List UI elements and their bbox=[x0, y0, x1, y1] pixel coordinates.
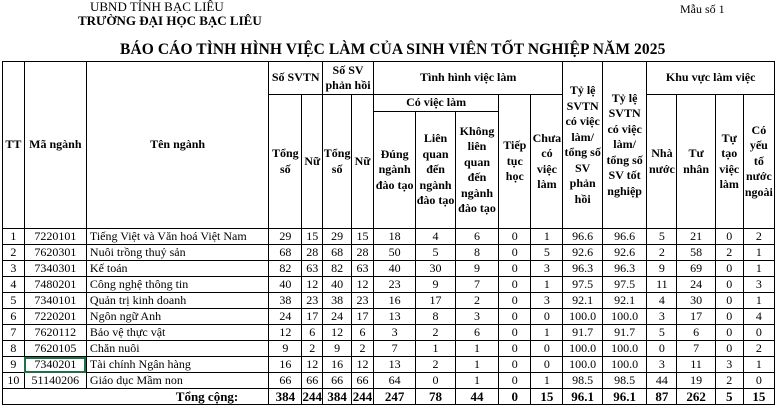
row-value-cell[interactable]: 2 bbox=[455, 293, 499, 309]
row-value-cell[interactable]: 97.5 bbox=[602, 277, 647, 293]
col-related: Liên quan đến ngành đào tạo bbox=[416, 112, 455, 229]
row-tt-cell[interactable]: 9 bbox=[3, 357, 25, 373]
row-value-cell[interactable]: 66 bbox=[302, 373, 323, 389]
row-value-cell[interactable]: 0 bbox=[499, 293, 531, 309]
row-value-cell[interactable]: 1 bbox=[455, 357, 499, 373]
employment-report-table bbox=[2, 61, 775, 405]
row-value-cell[interactable]: 0 bbox=[715, 293, 743, 309]
row-name-cell[interactable]: Ngôn ngữ Anh bbox=[86, 309, 268, 325]
row-value-cell[interactable]: 98.5 bbox=[602, 373, 647, 389]
row-tt-cell[interactable]: 5 bbox=[3, 293, 25, 309]
row-value-cell[interactable]: 5 bbox=[531, 245, 563, 261]
row-value-cell[interactable]: 7 bbox=[455, 277, 499, 293]
row-value-cell[interactable]: 6 bbox=[352, 325, 374, 341]
row-value-cell[interactable]: 40 bbox=[323, 277, 352, 293]
total-value-cell[interactable]: 244 bbox=[302, 389, 323, 404]
row-value-cell[interactable]: 23 bbox=[302, 293, 323, 309]
row-value-cell[interactable]: 4 bbox=[416, 229, 455, 245]
row-value-cell[interactable]: 21 bbox=[677, 229, 715, 245]
row-value-cell[interactable]: 0 bbox=[499, 261, 531, 277]
row-name-cell[interactable]: Công nghệ thông tin bbox=[86, 277, 268, 293]
col-foreign: Có yếu tố nước ngoài bbox=[743, 95, 774, 229]
row-value-cell[interactable]: 23 bbox=[352, 293, 374, 309]
row-value-cell[interactable]: 0 bbox=[499, 245, 531, 261]
col-further-study: Tiếp tục học bbox=[499, 95, 531, 229]
table-row bbox=[3, 325, 775, 341]
row-value-cell[interactable]: 0 bbox=[416, 373, 455, 389]
row-value-cell[interactable]: 1 bbox=[531, 373, 563, 389]
row-value-cell[interactable]: 15 bbox=[352, 229, 374, 245]
row-value-cell[interactable]: 68 bbox=[269, 245, 302, 261]
row-value-cell[interactable]: 9 bbox=[455, 261, 499, 277]
row-value-cell[interactable]: 0 bbox=[715, 325, 743, 341]
row-value-cell[interactable]: 3 bbox=[647, 309, 677, 325]
row-code-cell[interactable]: 7620301 bbox=[24, 245, 86, 261]
row-name-cell[interactable]: Quản trị kinh doanh bbox=[86, 293, 268, 309]
row-value-cell[interactable]: 0 bbox=[499, 341, 531, 357]
table-row bbox=[3, 261, 775, 277]
row-value-cell[interactable]: 0 bbox=[531, 341, 563, 357]
table-row bbox=[3, 373, 775, 389]
row-value-cell[interactable]: 63 bbox=[352, 261, 374, 277]
row-value-cell[interactable]: 92.1 bbox=[602, 293, 647, 309]
row-tt-cell[interactable]: 6 bbox=[3, 309, 25, 325]
row-value-cell[interactable]: 16 bbox=[373, 293, 415, 309]
row-value-cell[interactable]: 23 bbox=[373, 277, 415, 293]
row-value-cell[interactable]: 3 bbox=[647, 357, 677, 373]
total-value-cell[interactable]: 384 bbox=[323, 389, 352, 405]
col-resp-total: Tổng số bbox=[323, 95, 352, 229]
row-value-cell[interactable]: 0 bbox=[715, 277, 743, 293]
row-value-cell[interactable]: 13 bbox=[373, 309, 415, 325]
row-value-cell[interactable]: 3 bbox=[715, 357, 743, 373]
row-name-cell[interactable]: Kế toán bbox=[86, 261, 268, 277]
row-name-cell[interactable]: Tài chính Ngân hàng bbox=[86, 357, 268, 373]
row-value-cell[interactable]: 96.6 bbox=[563, 229, 602, 245]
report-title: BÁO CÁO TÌNH HÌNH VIỆC LÀM CỦA SINH VIÊN TỐT NGHIỆP NĂM 2025 bbox=[120, 41, 666, 58]
row-value-cell[interactable]: 97.5 bbox=[563, 277, 602, 293]
row-value-cell[interactable]: 66 bbox=[352, 373, 374, 389]
row-value-cell[interactable]: 58 bbox=[677, 245, 715, 261]
row-value-cell[interactable]: 24 bbox=[269, 309, 302, 325]
row-value-cell[interactable]: 9 bbox=[323, 341, 352, 357]
row-value-cell[interactable]: 28 bbox=[302, 245, 323, 261]
row-value-cell[interactable]: 13 bbox=[373, 357, 415, 373]
table-row bbox=[3, 293, 775, 309]
table-row bbox=[3, 357, 775, 373]
row-value-cell[interactable]: 0 bbox=[499, 309, 531, 325]
row-code-cell[interactable]: 51140206 bbox=[24, 373, 86, 389]
row-value-cell[interactable]: 30 bbox=[416, 261, 455, 277]
row-value-cell[interactable]: 6 bbox=[302, 325, 323, 341]
row-code-cell[interactable]: 7340101 bbox=[24, 293, 86, 309]
row-value-cell[interactable]: 63 bbox=[302, 261, 323, 277]
row-value-cell[interactable]: 1 bbox=[743, 261, 774, 277]
row-value-cell[interactable]: 0 bbox=[743, 325, 774, 341]
row-value-cell[interactable]: 24 bbox=[677, 277, 715, 293]
col-code: Mã ngành bbox=[24, 62, 86, 229]
col-state: Nhà nước bbox=[647, 95, 677, 229]
row-value-cell[interactable]: 0 bbox=[715, 229, 743, 245]
col-name: Tên ngành bbox=[86, 62, 268, 229]
row-value-cell[interactable]: 12 bbox=[302, 357, 323, 373]
row-value-cell[interactable]: 24 bbox=[323, 309, 352, 325]
total-value-cell[interactable]: 96.1 bbox=[563, 389, 602, 405]
col-resp-female: Nữ bbox=[352, 95, 374, 229]
row-value-cell[interactable]: 44 bbox=[647, 373, 677, 389]
total-value-cell[interactable]: 384 bbox=[269, 389, 302, 405]
row-value-cell[interactable]: 100.0 bbox=[602, 341, 647, 357]
row-code-cell[interactable]: 7620112 bbox=[24, 325, 86, 341]
row-code-cell[interactable]: 7480201 bbox=[24, 277, 86, 293]
row-code-cell[interactable]: 7340301 bbox=[24, 261, 86, 277]
row-value-cell[interactable]: 66 bbox=[323, 373, 352, 389]
row-value-cell[interactable]: 0 bbox=[499, 373, 531, 389]
row-value-cell[interactable]: 64 bbox=[373, 373, 415, 389]
row-name-cell[interactable]: Giáo dục Mầm non bbox=[86, 373, 268, 389]
row-name-cell[interactable]: Tiếng Việt và Văn hoá Việt Nam bbox=[86, 229, 268, 245]
row-value-cell[interactable]: 1 bbox=[743, 245, 774, 261]
row-value-cell[interactable]: 2 bbox=[352, 341, 374, 357]
row-value-cell[interactable]: 1 bbox=[531, 325, 563, 341]
total-value-cell[interactable]: 87 bbox=[647, 389, 677, 405]
row-value-cell[interactable]: 3 bbox=[531, 293, 563, 309]
col-unrelated: Không liên quan đến ngành đào tạo bbox=[455, 112, 499, 229]
row-tt-cell[interactable]: 10 bbox=[3, 373, 25, 389]
row-value-cell[interactable]: 0 bbox=[715, 261, 743, 277]
row-tt-cell[interactable]: 2 bbox=[3, 245, 25, 261]
row-tt-cell[interactable]: 8 bbox=[3, 341, 25, 357]
col-grad-group: Số SVTN bbox=[269, 62, 323, 95]
row-value-cell[interactable]: 15 bbox=[302, 229, 323, 245]
row-value-cell[interactable]: 40 bbox=[373, 261, 415, 277]
row-value-cell[interactable]: 82 bbox=[269, 261, 302, 277]
col-right-field: Đúng ngành đào tạo bbox=[373, 112, 415, 229]
row-value-cell[interactable]: 38 bbox=[269, 293, 302, 309]
row-value-cell[interactable]: 11 bbox=[677, 357, 715, 373]
row-value-cell[interactable]: 1 bbox=[531, 277, 563, 293]
row-value-cell[interactable]: 28 bbox=[352, 245, 374, 261]
university-name: TRƯỜNG ĐẠI HỌC BẠC LIÊU bbox=[78, 13, 262, 28]
row-value-cell[interactable]: 16 bbox=[269, 357, 302, 373]
total-value-cell[interactable]: 0 bbox=[499, 389, 531, 405]
row-value-cell[interactable]: 96.3 bbox=[602, 261, 647, 277]
row-value-cell[interactable]: 19 bbox=[677, 373, 715, 389]
row-value-cell[interactable]: 2 bbox=[715, 373, 743, 389]
row-value-cell[interactable]: 91.7 bbox=[563, 325, 602, 341]
total-value-cell[interactable]: 247 bbox=[373, 389, 415, 405]
row-value-cell[interactable]: 2 bbox=[715, 245, 743, 261]
row-value-cell[interactable]: 29 bbox=[323, 229, 352, 245]
row-value-cell[interactable]: 3 bbox=[743, 277, 774, 293]
total-value-cell[interactable]: 244 bbox=[352, 389, 373, 404]
row-value-cell[interactable]: 0 bbox=[499, 277, 531, 293]
organization-name: UBND TỈNH BẠC LIÊU bbox=[90, 0, 224, 14]
row-value-cell[interactable]: 5 bbox=[647, 325, 677, 341]
row-value-cell[interactable]: 100.0 bbox=[563, 357, 602, 373]
table-row bbox=[3, 309, 775, 325]
row-value-cell[interactable]: 0 bbox=[531, 309, 563, 325]
col-rate-resp: Tỷ lệ SVTN có việc làm/ tổng số SV phản hồi bbox=[563, 62, 602, 229]
row-value-cell[interactable]: 2 bbox=[416, 357, 455, 373]
row-value-cell[interactable]: 1 bbox=[455, 373, 499, 389]
row-value-cell[interactable]: 96.6 bbox=[602, 229, 647, 245]
row-value-cell[interactable]: 91.7 bbox=[602, 325, 647, 341]
row-value-cell[interactable]: 8 bbox=[455, 245, 499, 261]
row-name-cell[interactable]: Chăn nuôi bbox=[86, 341, 268, 357]
row-value-cell[interactable]: 82 bbox=[323, 261, 352, 277]
row-value-cell[interactable]: 2 bbox=[743, 341, 774, 357]
row-value-cell[interactable]: 16 bbox=[323, 357, 352, 373]
row-value-cell[interactable]: 8 bbox=[416, 309, 455, 325]
row-value-cell[interactable]: 0 bbox=[499, 357, 531, 373]
row-value-cell[interactable]: 2 bbox=[416, 325, 455, 341]
row-tt-cell[interactable]: 1 bbox=[3, 229, 25, 245]
row-value-cell[interactable]: 17 bbox=[352, 309, 374, 325]
row-value-cell[interactable]: 4 bbox=[647, 293, 677, 309]
row-value-cell[interactable]: 2 bbox=[302, 341, 323, 357]
row-value-cell[interactable]: 1 bbox=[455, 341, 499, 357]
row-value-cell[interactable]: 6 bbox=[455, 229, 499, 245]
row-value-cell[interactable]: 0 bbox=[715, 309, 743, 325]
table-row bbox=[3, 277, 775, 293]
col-grad-female: Nữ bbox=[302, 95, 323, 229]
row-value-cell[interactable]: 17 bbox=[677, 309, 715, 325]
row-value-cell[interactable]: 18 bbox=[373, 229, 415, 245]
row-value-cell[interactable]: 12 bbox=[352, 357, 374, 373]
row-value-cell[interactable]: 69 bbox=[677, 261, 715, 277]
row-value-cell[interactable]: 100.0 bbox=[602, 357, 647, 373]
row-code-cell[interactable]: 7220101 bbox=[24, 229, 86, 245]
row-value-cell[interactable]: 12 bbox=[323, 325, 352, 341]
col-grad-total: Tổng số bbox=[269, 95, 302, 229]
row-value-cell[interactable]: 98.5 bbox=[563, 373, 602, 389]
col-tt: TT bbox=[3, 62, 25, 229]
col-self-employed: Tự tạo việc làm bbox=[715, 95, 743, 229]
row-value-cell[interactable]: 4 bbox=[743, 309, 774, 325]
row-value-cell[interactable]: 30 bbox=[677, 293, 715, 309]
row-value-cell[interactable]: 68 bbox=[323, 245, 352, 261]
row-value-cell[interactable]: 29 bbox=[269, 229, 302, 245]
row-value-cell[interactable]: 9 bbox=[647, 261, 677, 277]
total-value-cell[interactable]: 15 bbox=[531, 389, 563, 405]
row-value-cell[interactable]: 6 bbox=[455, 325, 499, 341]
row-tt-cell[interactable]: 7 bbox=[3, 325, 25, 341]
row-value-cell[interactable]: 6 bbox=[677, 325, 715, 341]
row-code-cell[interactable]: 7620105 bbox=[24, 341, 86, 357]
total-label[interactable]: Tổng cộng: bbox=[3, 389, 269, 405]
row-value-cell[interactable]: 92.6 bbox=[563, 245, 602, 261]
row-value-cell[interactable]: 0 bbox=[715, 341, 743, 357]
row-value-cell[interactable]: 7 bbox=[677, 341, 715, 357]
row-name-cell[interactable]: Bảo vệ thực vật bbox=[86, 325, 268, 341]
row-tt-cell[interactable]: 3 bbox=[3, 261, 25, 277]
row-name-cell[interactable]: Nuôi trồng thuỷ sản bbox=[86, 245, 268, 261]
table-row bbox=[3, 229, 775, 245]
table-row bbox=[3, 341, 775, 357]
row-value-cell[interactable]: 1 bbox=[743, 357, 774, 373]
row-value-cell[interactable]: 3 bbox=[455, 309, 499, 325]
row-code-cell[interactable]: 7340201 bbox=[24, 357, 86, 373]
row-value-cell[interactable]: 0 bbox=[743, 373, 774, 389]
total-value-cell[interactable]: 15 bbox=[743, 389, 774, 405]
row-tt-cell[interactable]: 4 bbox=[3, 277, 25, 293]
row-value-cell[interactable]: 50 bbox=[373, 245, 415, 261]
row-value-cell[interactable]: 12 bbox=[352, 277, 374, 293]
row-value-cell[interactable]: 38 bbox=[323, 293, 352, 309]
col-private: Tư nhân bbox=[677, 95, 715, 229]
row-value-cell[interactable]: 0 bbox=[499, 325, 531, 341]
total-value-cell[interactable]: 78 bbox=[416, 389, 455, 405]
row-value-cell[interactable]: 96.3 bbox=[563, 261, 602, 277]
col-employed-group: Có việc làm bbox=[373, 95, 498, 112]
total-value-cell[interactable]: 96.1 bbox=[602, 389, 647, 405]
row-value-cell[interactable]: 0 bbox=[499, 229, 531, 245]
row-value-cell[interactable]: 100.0 bbox=[602, 309, 647, 325]
row-value-cell[interactable]: 3 bbox=[373, 325, 415, 341]
row-value-cell[interactable]: 11 bbox=[647, 277, 677, 293]
table-row bbox=[3, 245, 775, 261]
col-rate-grad: Tỷ lệ SVTN có việc làm/ tổng số SV tốt nghiệp bbox=[602, 62, 647, 229]
row-value-cell[interactable]: 7 bbox=[373, 341, 415, 357]
row-value-cell[interactable]: 1 bbox=[531, 229, 563, 245]
total-row bbox=[3, 389, 775, 405]
row-value-cell[interactable]: 92.1 bbox=[563, 293, 602, 309]
row-value-cell[interactable]: 40 bbox=[269, 277, 302, 293]
col-unemployed: Chưa có việc làm bbox=[531, 95, 563, 229]
row-value-cell[interactable]: 5 bbox=[416, 245, 455, 261]
row-value-cell[interactable]: 0 bbox=[647, 341, 677, 357]
row-value-cell[interactable]: 17 bbox=[302, 309, 323, 325]
form-number: Mẫu số 1 bbox=[680, 2, 725, 16]
col-employment-group: Tình hình việc làm bbox=[373, 62, 563, 95]
row-value-cell[interactable]: 1 bbox=[416, 341, 455, 357]
row-value-cell[interactable]: 1 bbox=[743, 293, 774, 309]
row-value-cell[interactable]: 100.0 bbox=[563, 309, 602, 325]
row-value-cell[interactable]: 12 bbox=[302, 277, 323, 293]
total-value-cell[interactable]: 262 bbox=[677, 389, 715, 405]
row-code-cell[interactable]: 7220201 bbox=[24, 309, 86, 325]
row-value-cell[interactable]: 92.6 bbox=[602, 245, 647, 261]
row-value-cell[interactable]: 9 bbox=[269, 341, 302, 357]
col-sector-group: Khu vực làm việc bbox=[647, 62, 775, 95]
total-value-cell[interactable]: 5 bbox=[715, 389, 743, 405]
row-value-cell[interactable]: 2 bbox=[743, 229, 774, 245]
row-value-cell[interactable]: 12 bbox=[269, 325, 302, 341]
row-value-cell[interactable]: 3 bbox=[531, 261, 563, 277]
total-value-cell[interactable]: 44 bbox=[455, 389, 499, 405]
row-value-cell[interactable]: 17 bbox=[416, 293, 455, 309]
row-value-cell[interactable]: 100.0 bbox=[563, 341, 602, 357]
row-value-cell[interactable]: 5 bbox=[647, 229, 677, 245]
row-value-cell[interactable]: 0 bbox=[531, 357, 563, 373]
col-resp-group: Số SV phản hồi bbox=[323, 62, 374, 95]
row-value-cell[interactable]: 2 bbox=[647, 245, 677, 261]
row-value-cell[interactable]: 66 bbox=[269, 373, 302, 389]
row-value-cell[interactable]: 9 bbox=[416, 277, 455, 293]
